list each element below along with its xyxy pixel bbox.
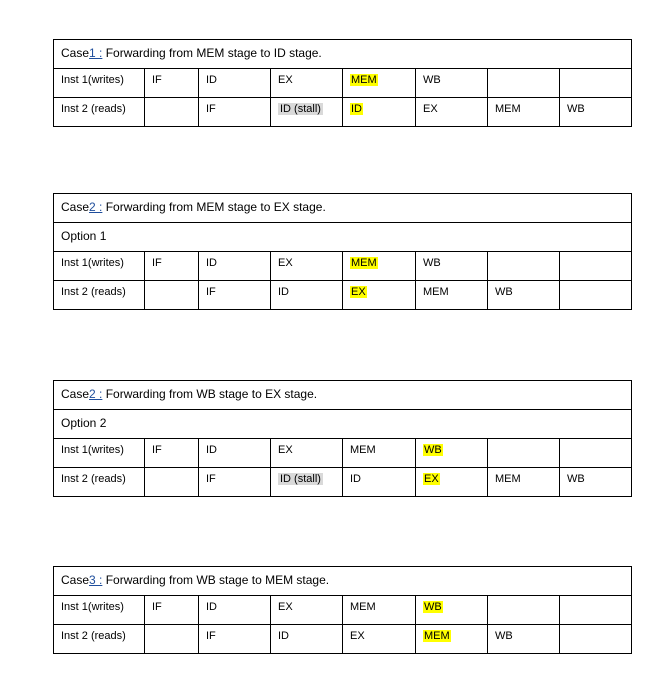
stage-cell [560,252,632,281]
stage-label: IF [152,74,162,86]
stage-cell [199,596,271,625]
stage-cell [199,468,271,497]
stage-label: WB [567,103,585,115]
stage-cell [271,468,343,497]
case-title [54,40,632,69]
stage-cell [488,439,560,468]
stage-label: ID [206,601,217,613]
stage-cell [343,252,416,281]
stage-label: ID [350,473,361,485]
case-title-prefix: Case [61,46,90,60]
instruction-label: Inst 1(writes) [54,69,145,98]
stage-cell [343,281,416,310]
stage-cell [199,69,271,98]
stage-cell [271,596,343,625]
instruction-label: Inst 2 (reads) [54,281,145,310]
row-inst1-writes [54,596,632,625]
stage-label: EX [423,103,438,115]
stage-cell [416,98,488,127]
instruction-label: Inst 2 (reads) [54,98,145,127]
stage-label: WB [423,257,441,269]
stage-cell [199,625,271,654]
stage-cell [343,625,416,654]
stage-label: MEM [423,286,449,298]
stage-label: ID (stall) [280,103,321,115]
stage-cell [416,252,488,281]
stage-cell [145,439,199,468]
stage-cell [145,281,199,310]
case-title [54,567,632,596]
row-inst1-writes [54,69,632,98]
stage-cell [145,98,199,127]
stage-cell [416,625,488,654]
stage-cell [145,625,199,654]
case-number: 3 : [89,573,103,587]
stage-label: WB [495,630,513,642]
stage-label: WB [423,74,441,86]
stage-label: MEM [424,630,450,642]
stage-cell [560,596,632,625]
stage-label: MEM [495,103,521,115]
case-title-text: Forwarding from MEM stage to EX stage. [102,200,326,214]
case-number: 2 : [89,200,103,214]
stage-cell [488,468,560,497]
stage-cell [343,439,416,468]
stage-cell [343,98,416,127]
stage-cell [145,252,199,281]
stage-cell [271,625,343,654]
stage-label: ID (stall) [280,473,321,485]
stage-cell [416,281,488,310]
stage-label: EX [350,630,365,642]
stage-cell [488,281,560,310]
row-inst2-reads [54,468,632,497]
option-label: Option 1 [54,223,632,252]
stage-cell [488,98,560,127]
stage-cell [416,69,488,98]
stage-label: WB [424,601,442,613]
stage-cell [560,625,632,654]
case-title-text: Forwarding from WB stage to MEM stage. [102,573,330,587]
stage-cell [199,98,271,127]
stage-label: EX [424,473,439,485]
stage-cell [145,69,199,98]
stage-label: MEM [351,74,377,86]
stage-label: WB [567,473,585,485]
stage-label: ID [206,444,217,456]
stage-cell [560,98,632,127]
case-number: 1 : [89,46,103,60]
stage-cell [199,439,271,468]
stage-cell [488,69,560,98]
stage-cell [271,252,343,281]
instruction-label: Inst 1(writes) [54,596,145,625]
stage-label: IF [206,473,216,485]
instruction-label: Inst 2 (reads) [54,625,145,654]
instruction-label: Inst 1(writes) [54,439,145,468]
stage-cell [199,281,271,310]
stage-label: WB [495,286,513,298]
stage-label: ID [206,257,217,269]
stage-label: WB [424,444,442,456]
stage-label: IF [206,103,216,115]
case-table-4 [53,566,632,654]
stage-label: MEM [495,473,521,485]
stage-label: IF [206,286,216,298]
stage-cell [343,596,416,625]
stage-cell [416,468,488,497]
row-inst2-reads [54,281,632,310]
option-label: Option 2 [54,410,632,439]
case-title-prefix: Case [61,200,90,214]
stage-label: MEM [350,444,376,456]
stage-cell [271,281,343,310]
case-title [54,381,632,410]
stage-cell [145,468,199,497]
stage-cell [199,252,271,281]
stage-cell [416,596,488,625]
stage-label: IF [206,630,216,642]
stage-cell [343,468,416,497]
stage-cell [560,439,632,468]
case-title-prefix: Case [61,573,90,587]
stage-label: MEM [350,601,376,613]
stage-label: IF [152,257,162,269]
case-title [54,194,632,223]
stage-cell [488,596,560,625]
stage-cell [145,596,199,625]
stage-cell [416,439,488,468]
stage-label: EX [278,601,293,613]
case-title-text: Forwarding from MEM stage to ID stage. [102,46,322,60]
row-inst1-writes [54,252,632,281]
case-title-prefix: Case [61,387,90,401]
row-inst2-reads [54,98,632,127]
stage-label: ID [351,103,362,115]
stage-label: EX [278,74,293,86]
stage-label: ID [206,74,217,86]
stage-label: ID [278,286,289,298]
stage-cell [271,439,343,468]
stage-label: IF [152,601,162,613]
stage-label: EX [278,444,293,456]
stage-cell [560,281,632,310]
stage-cell [271,69,343,98]
stage-label: ID [278,630,289,642]
stage-label: EX [278,257,293,269]
row-inst1-writes [54,439,632,468]
instruction-label: Inst 2 (reads) [54,468,145,497]
stage-cell [560,468,632,497]
stage-cell [271,98,343,127]
stage-label: EX [351,286,366,298]
stage-label: MEM [351,257,377,269]
case-title-text: Forwarding from WB stage to EX stage. [102,387,318,401]
stage-label: IF [152,444,162,456]
stage-cell [560,69,632,98]
stage-cell [488,252,560,281]
stage-cell [343,69,416,98]
case-table-3 [53,380,632,497]
stage-cell [488,625,560,654]
instruction-label: Inst 1(writes) [54,252,145,281]
row-inst2-reads [54,625,632,654]
case-table-2 [53,193,632,310]
case-table-1 [53,39,632,127]
case-number: 2 : [89,387,103,401]
